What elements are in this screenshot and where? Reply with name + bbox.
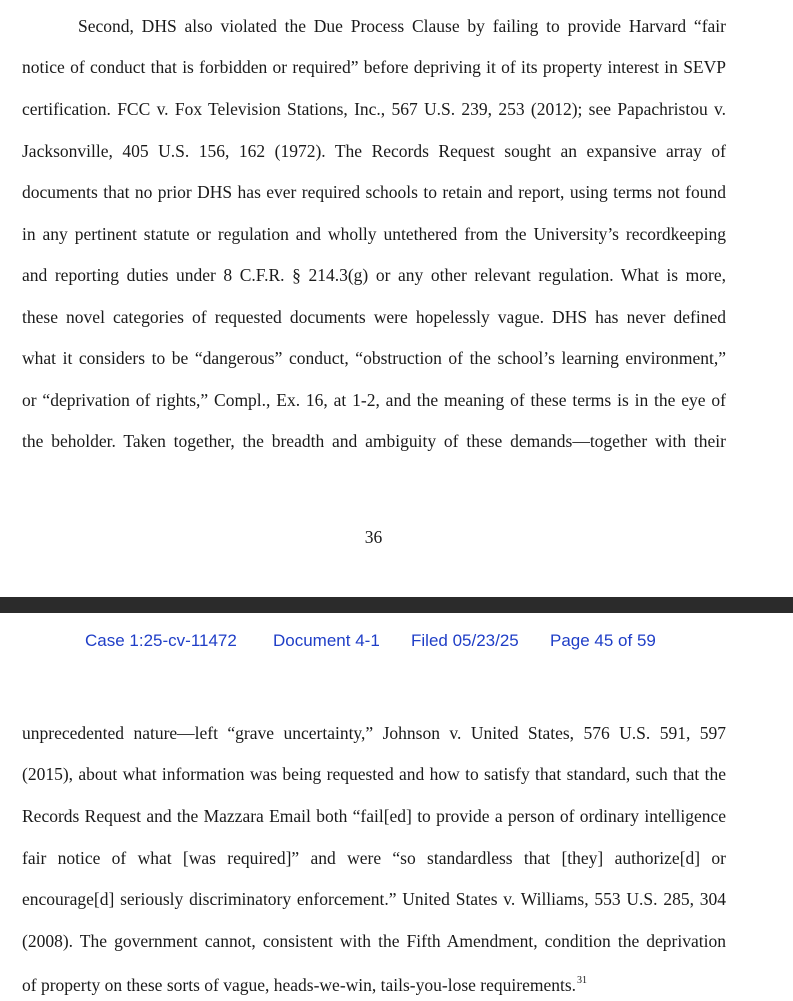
text-line: or “deprivation of rights,” Compl., Ex. 16, at 1-2, and the meaning of these terms is in the eye of bbox=[22, 390, 726, 410]
text-line: unprecedented nature—left “grave uncertainty,” Johnson v. United States, 576 U.S. 591, 597 bbox=[22, 723, 726, 743]
page-separator bbox=[0, 597, 793, 613]
page-number: 36 bbox=[364, 527, 383, 547]
text-line: fair notice of what [was required]” and were “so standardless that [they] authorize[d] or bbox=[22, 848, 726, 868]
text-line: Records Request and the Mazzara Email both “fail[ed] to provide a person of ordinary intelligence bbox=[22, 806, 726, 826]
header-case-number: Case 1:25-cv-11472 bbox=[85, 631, 237, 650]
text-line: (2008). The government cannot, consistent with the Fifth Amendment, condition the deprivation bbox=[22, 931, 726, 951]
header-filed-date: Filed 05/23/25 bbox=[411, 631, 519, 650]
text-line-final bbox=[22, 973, 726, 997]
text-line: Second, DHS also violated the Due Process Clause by failing to provide Harvard “fair bbox=[78, 16, 726, 36]
text-line: (2015), about what information was being requested and how to satisfy that standard, such that the bbox=[22, 764, 726, 784]
header-page-count: Page 45 of 59 bbox=[550, 631, 656, 650]
footnote-marker[interactable]: 31 bbox=[577, 975, 588, 986]
text-line: what it considers to be “dangerous” conduct, “obstruction of the school’s learning environment,” bbox=[22, 348, 726, 368]
text-line: these novel categories of requested documents were hopelessly vague. DHS has never defined bbox=[22, 307, 726, 327]
text-line: Jacksonville, 405 U.S. 156, 162 (1972). The Records Request sought an expansive array of bbox=[22, 141, 726, 161]
text-line: certification. FCC v. Fox Television Stations, Inc., 567 U.S. 239, 253 (2012); see Papachristou v. bbox=[22, 99, 726, 119]
text-line: documents that no prior DHS has ever required schools to retain and report, using terms not found bbox=[22, 182, 726, 202]
text-line-content: of property on these sorts of vague, heads-we-win, tails-you-lose requirements. bbox=[22, 975, 577, 995]
text-line: encourage[d] seriously discriminatory enforcement.” United States v. Williams, 553 U.S. 285, 304 bbox=[22, 889, 726, 909]
header-document: Document 4-1 bbox=[273, 631, 380, 650]
ecf-header bbox=[0, 628, 793, 654]
text-line: and reporting duties under 8 C.F.R. § 214.3(g) or any other relevant regulation. What is more, bbox=[22, 265, 726, 285]
text-line: in any pertinent statute or regulation and wholly untethered from the University’s recordkeeping bbox=[22, 224, 726, 244]
text-line: the beholder. Taken together, the breadth and ambiguity of these demands—together with their bbox=[22, 431, 726, 451]
text-line: notice of conduct that is forbidden or required” before depriving it of its property interest in SEVP bbox=[22, 57, 726, 77]
